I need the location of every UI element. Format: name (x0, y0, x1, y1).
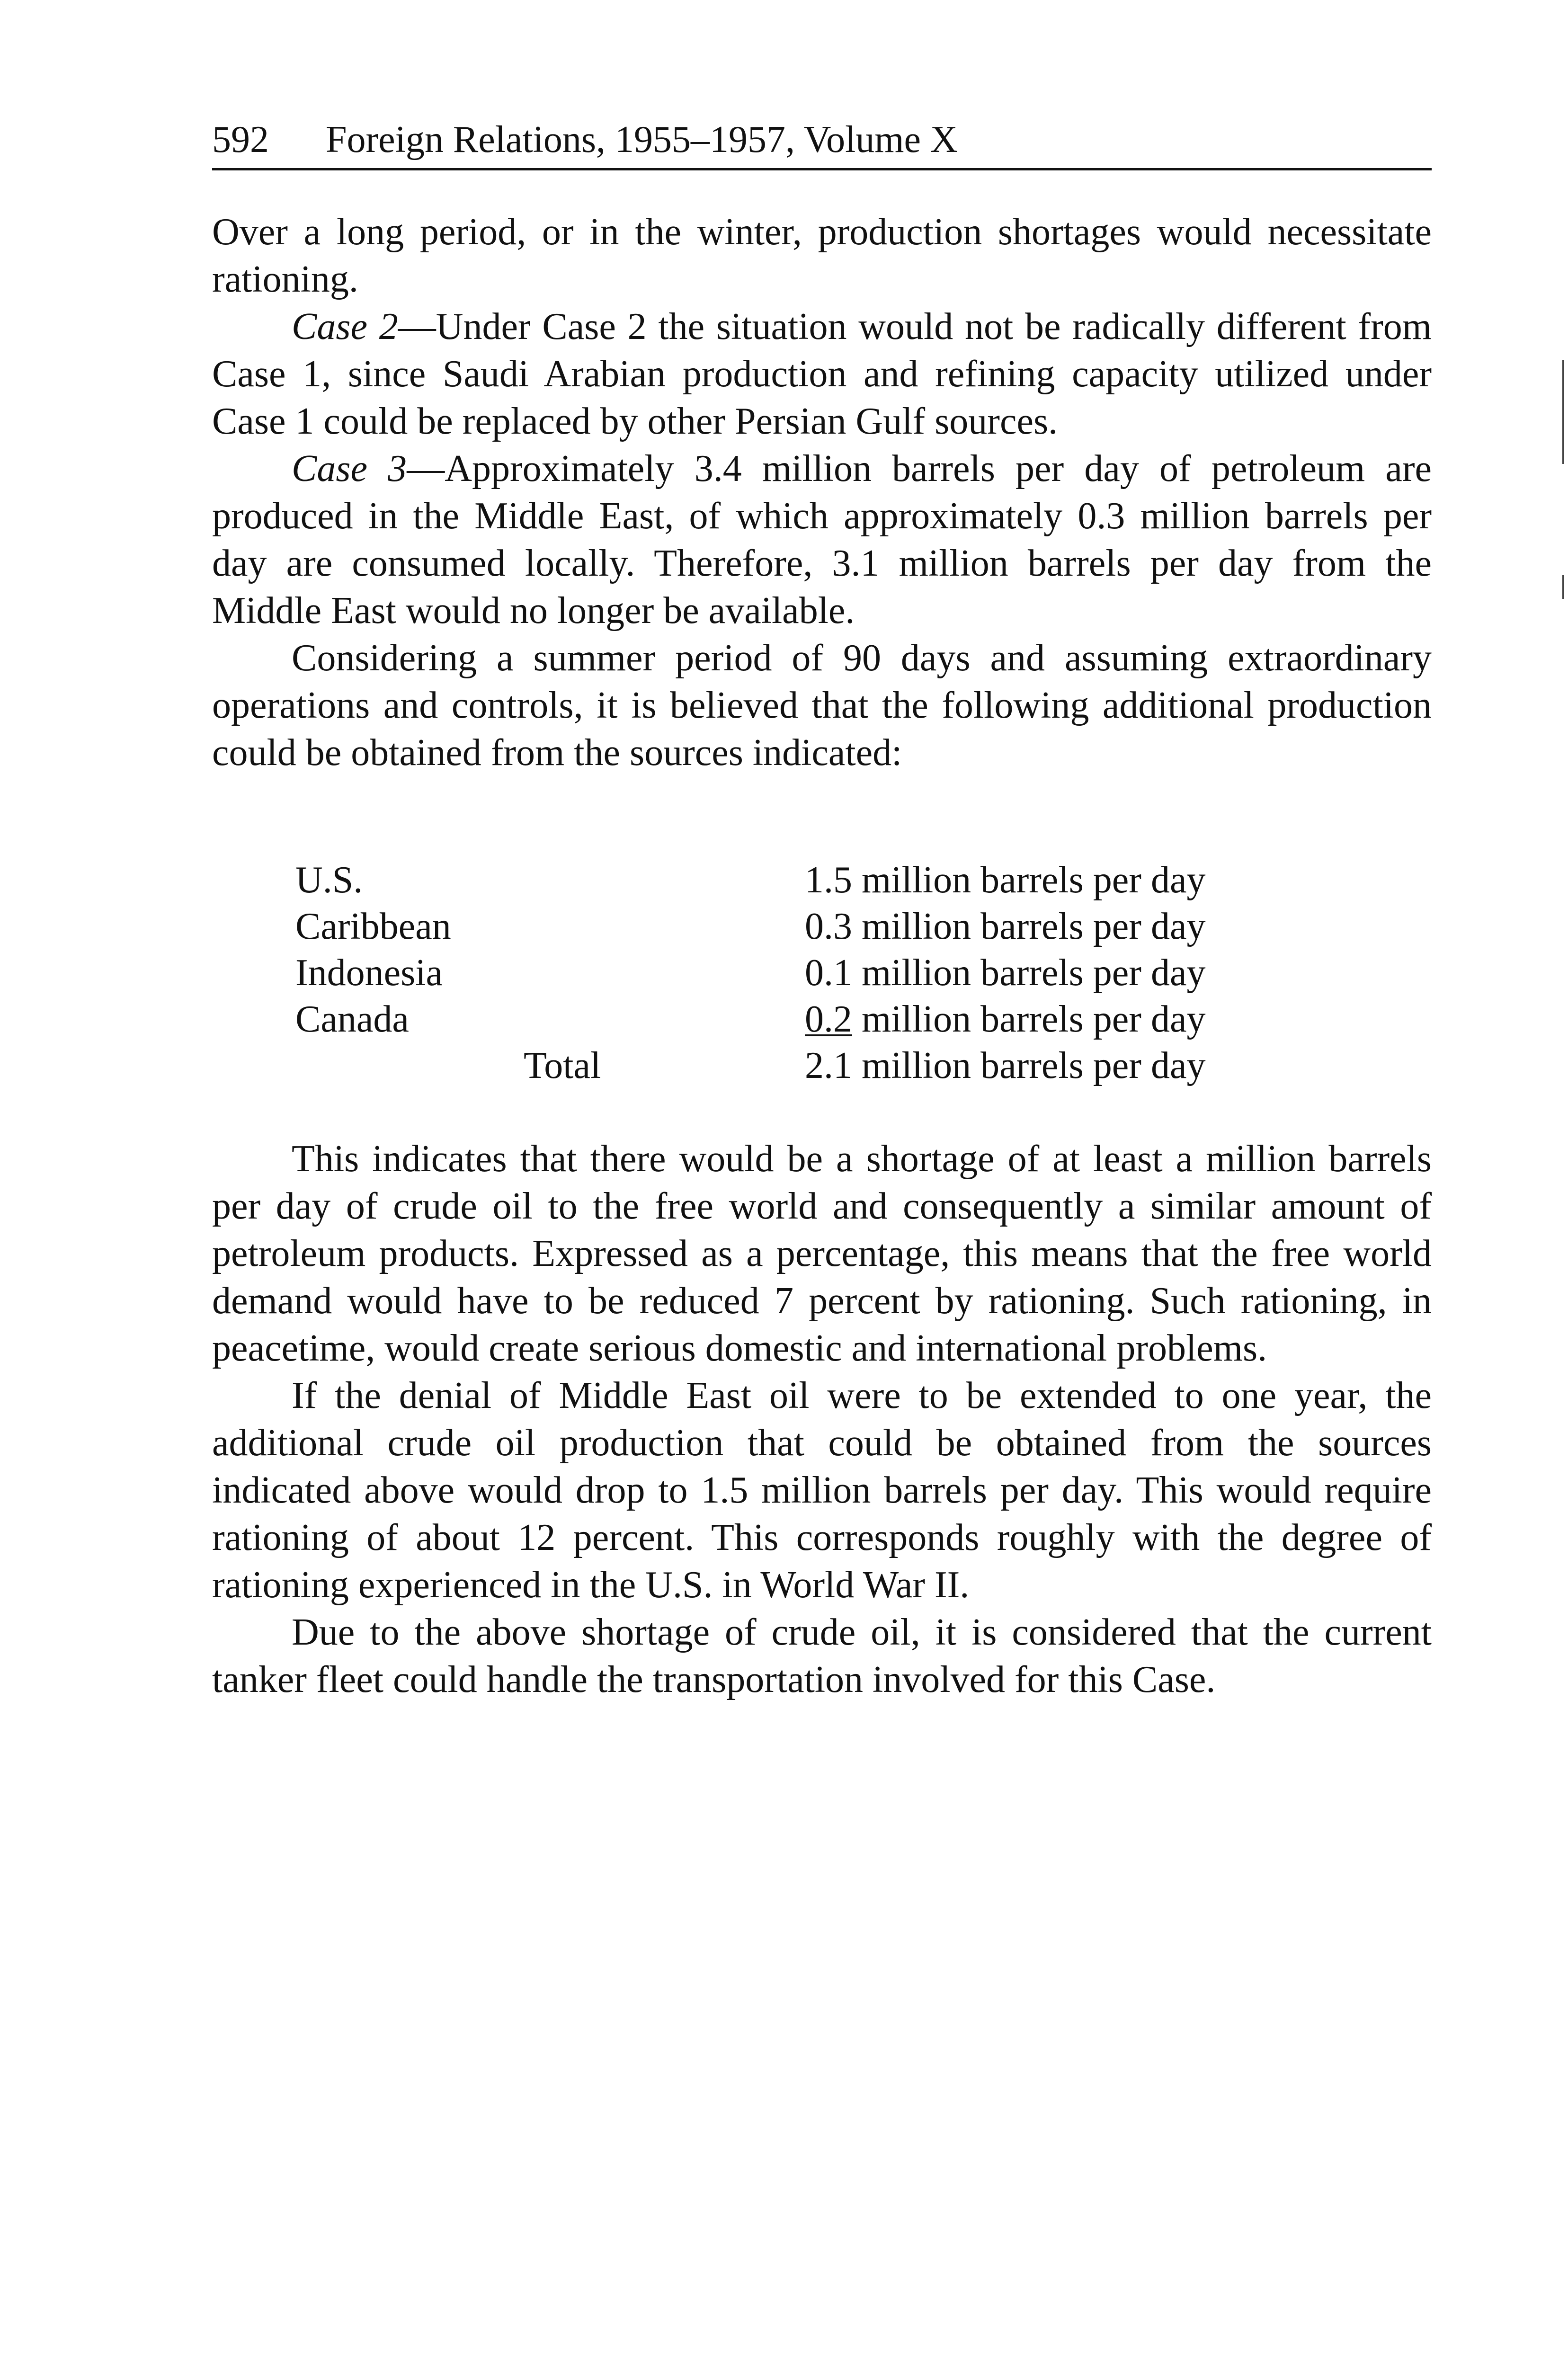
source-name: Canada (295, 998, 409, 1040)
paragraph-case-2 (212, 303, 1432, 445)
paragraph-text: Over a long period, or in the winter, production shortages would necessitate rationing. (212, 211, 1432, 300)
production-amount (805, 857, 1205, 903)
running-header (212, 116, 1432, 170)
paragraph-case-3 (212, 445, 1432, 634)
table-total-row (295, 1042, 1337, 1089)
case-label: Case 2 (292, 306, 398, 347)
paragraph-continuation (212, 208, 1432, 303)
table-row (295, 996, 1337, 1042)
source-name: U.S. (295, 859, 363, 901)
production-amount (805, 950, 1205, 996)
paragraph-text: If the denial of Middle East oil were to be extended to one year, the additional crude oil production that could be obtained from the sources indicated above would drop to 1.5 million barrels per day. This would require rationing of about 12 percent. This corresponds roughly with the degree of rationing experienced in the U.S. in World War II. (212, 1375, 1432, 1606)
paragraph-text: Considering a summer period of 90 days and assuming extraordinary operations and controls, it is believed that the following additional production could be obtained from the sources indicated: (212, 637, 1432, 774)
scan-edge-mark (1562, 360, 1564, 464)
total-label: Total (524, 1045, 601, 1086)
amount-unit: million barrels per day (862, 952, 1206, 994)
table-row (295, 903, 1337, 950)
paragraph-text: —Under Case 2 the situation would not be radically different from Case 1, since Saudi Arabian production and refining capacity utilized under Case 1 could be replaced by other Persian Gulf sources. (212, 306, 1432, 442)
table-row (295, 857, 1337, 903)
case-label: Case 3 (292, 448, 407, 489)
paragraph-tanker-fleet (212, 1609, 1432, 1703)
paragraph-one-year (212, 1372, 1432, 1609)
amount-value: 2.1 (805, 1045, 852, 1086)
amount-unit: million barrels per day (862, 859, 1206, 901)
table-row (295, 950, 1337, 996)
amount-value: 1.5 (805, 859, 852, 901)
paragraph-text: Due to the above shortage of crude oil, it is considered that the current tanker fleet could handle the transportation involved for this Case. (212, 1611, 1432, 1700)
source-name: Caribbean (295, 906, 451, 947)
production-table (295, 857, 1337, 1089)
body-text-top (212, 208, 1432, 776)
paragraph-shortage (212, 1135, 1432, 1372)
amount-value: 0.2 (805, 998, 852, 1040)
scan-edge-mark (1562, 575, 1564, 599)
paragraph-text: This indicates that there would be a shortage of at least a million barrels per day of crude oil to the free world and consequently a similar amount of petroleum products. Expressed as a percentage, this means that the free world demand would have to be reduced 7 percent by rationing. Such rationing, in peacetime, would create serious domestic and international problems. (212, 1138, 1432, 1369)
volume-title: Foreign Relations, 1955–1957, Volume X (326, 119, 958, 160)
amount-unit: million barrels per day (862, 1045, 1206, 1086)
production-amount (805, 996, 1205, 1042)
production-amount (805, 903, 1205, 950)
amount-value: 0.1 (805, 952, 852, 994)
body-text-bottom (212, 1135, 1432, 1703)
page-number: 592 (212, 119, 269, 160)
amount-value: 0.3 (805, 906, 852, 947)
paragraph-summer-period (212, 634, 1432, 776)
paragraph-text: —Approximately 3.4 million barrels per day of petroleum are produced in the Middle East, of which approximately 0.3 million barrels per day are consumed locally. Therefore, 3.1 million barrels per day from the Middle East would no longer be available. (212, 448, 1432, 632)
amount-unit: million barrels per day (862, 906, 1206, 947)
total-amount (805, 1042, 1205, 1089)
source-name: Indonesia (295, 952, 443, 994)
amount-unit: million barrels per day (862, 998, 1206, 1040)
